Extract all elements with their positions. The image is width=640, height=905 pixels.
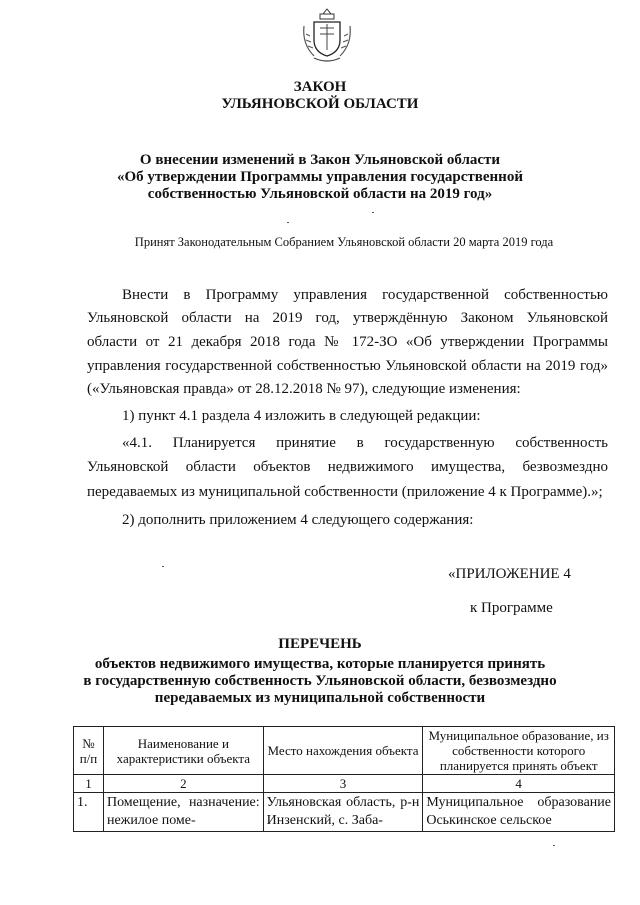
num-cell: 4 [423,775,615,793]
row-number: 1. [74,793,104,832]
appendix-program: к Программе [470,600,553,616]
scan-speck [372,212,374,213]
table-row [74,793,615,832]
para1-line1: Внести в Программу управления государственной собственностью [122,287,608,303]
appendix-label: «ПРИЛОЖЕНИЕ 4 [448,566,571,582]
row-name: Помещение, назначение: нежилое поме- [103,793,263,832]
row-municipality: Муниципальное образование Оськинское сельское [423,793,615,832]
list-line3: передаваемых из муниципальной собственности [154,690,486,706]
law-subtitle [0,152,640,203]
quote-line3: передаваемых из муниципальной собственности (приложение 4 к Программе).»; [87,484,603,500]
page-bottom-fade [0,848,640,905]
objects-table [73,726,615,832]
col-name: Наименование и характеристики объекта [103,727,263,775]
law-subtitle-line3: собственностью Ульяновской области на 2019 год» [147,186,493,202]
quote-line1: «4.1. Планируется принятие в государственную собственность [122,435,608,451]
table-numbering-row [74,775,615,793]
list-line1: объектов недвижимого имущества, которые планируется принять [94,656,546,672]
table-header-row [74,727,615,775]
row-location: Ульяновская область, р-н Инзенский, с. Заба- [263,793,423,832]
num-cell: 3 [263,775,423,793]
list-line2: в государственную собственность Ульяновской области, безвозмездно [83,673,557,689]
coat-of-arms-emblem [300,6,354,66]
item-1: 1) пункт 4.1 раздела 4 изложить в следующей редакции: [122,408,481,424]
scan-speck [553,845,555,846]
quote-line2: Ульяновской области объектов недвижимого имущества, безвозмездно [87,459,608,475]
col-number: № п/п [74,727,104,775]
col-location: Место нахождения объекта [263,727,423,775]
para1-line2: Ульяновской области на 2019 год, утверждённую Законом Ульяновской [87,310,608,326]
item-2: 2) дополнить приложением 4 следующего содержания: [122,512,474,528]
list-heading: ПЕРЕЧЕНЬ [278,636,362,652]
law-title [0,79,640,113]
law-subtitle-line2: «Об утверждении Программы управления государственной [117,169,523,185]
law-subtitle-line1: О внесении изменений в Закон Ульяновской области [139,152,501,168]
adoption-note: Принят Законодательным Собранием Ульяновской области 20 марта 2019 года [134,235,554,249]
col-municipality: Муниципальное образование, из собственности которого планируется принять объект [423,727,615,775]
list-description [0,656,640,707]
para1-line3: области от 21 декабря 2018 года № 172-ЗО «Об утверждении Программы [87,334,608,350]
scan-speck [162,566,164,567]
para1-line4: управления государственной собственностью Ульяновской области на 2019 год» [87,358,608,374]
scan-speck [287,222,289,223]
num-cell: 2 [103,775,263,793]
law-title-line1: ЗАКОН [293,79,347,95]
law-title-line2: УЛЬЯНОВСКОЙ ОБЛАСТИ [221,96,419,112]
para1-line5: («Ульяновская правда» от 28.12.2018 № 97), следующие изменения: [87,381,521,397]
num-cell: 1 [74,775,104,793]
